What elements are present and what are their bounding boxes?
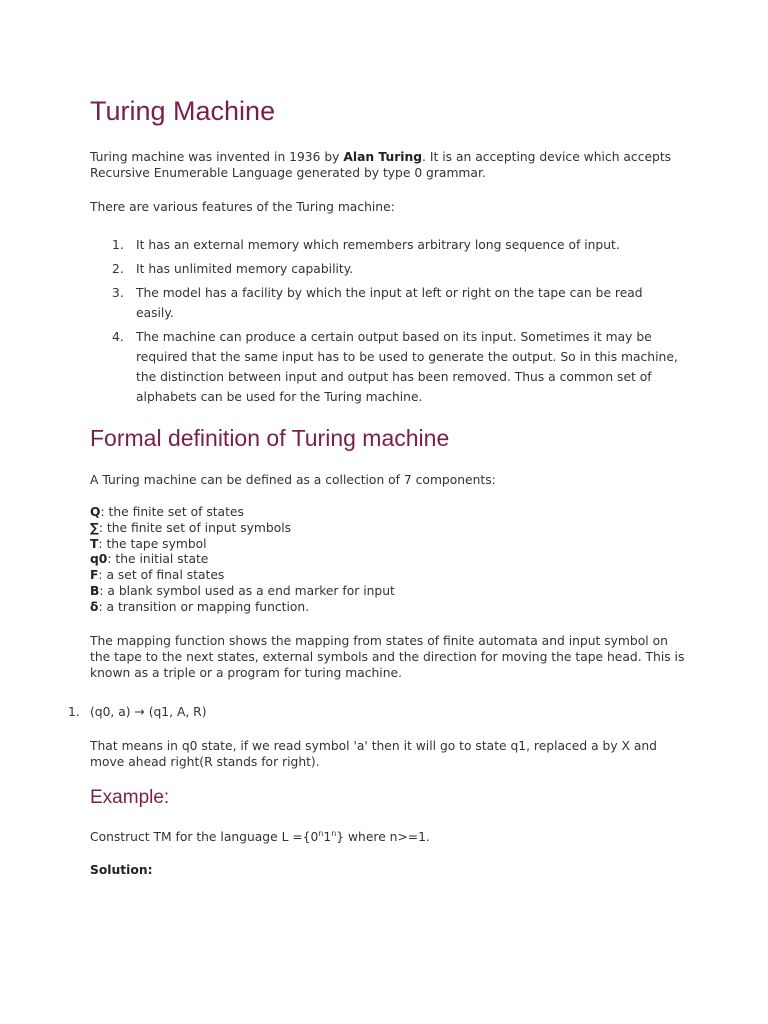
example-after: } where n>=1. bbox=[336, 830, 430, 844]
component-symbol: q0 bbox=[90, 552, 108, 567]
list-item bbox=[90, 327, 680, 407]
component-desc: : the finite set of states bbox=[100, 505, 244, 519]
component-desc: : the tape symbol bbox=[98, 536, 207, 551]
component-symbol: Q bbox=[90, 505, 101, 519]
component-row bbox=[90, 521, 395, 537]
list-text: The machine can produce a certain output based on its input. Sometimes it may be required that the same input has to be used to generate the output. So in this machine, the distinction between input and output has been removed. Thus a common set of alphabets can be used for the Turing machine. bbox=[136, 330, 678, 404]
list-number: 4. bbox=[112, 330, 124, 344]
exponent: n bbox=[318, 828, 324, 838]
list-item bbox=[90, 259, 680, 279]
component-desc: : a transition or mapping function. bbox=[98, 599, 310, 614]
component-symbol: F bbox=[90, 568, 99, 583]
formal-definition-heading: Formal definition of Turing machine bbox=[90, 425, 450, 451]
page-title: Turing Machine bbox=[90, 96, 276, 126]
list-text: It has unlimited memory capability. bbox=[136, 262, 354, 276]
intro-after: . It is an accepting device which accepts Recursive Enumerable Language generated by type 0 grammar. bbox=[90, 150, 672, 180]
component-desc: : the finite set of input symbols bbox=[98, 520, 292, 535]
list-number: 3. bbox=[112, 286, 124, 300]
component-desc: : the initial state bbox=[107, 552, 209, 567]
component-desc: : a set of final states bbox=[98, 568, 225, 583]
list-item bbox=[90, 283, 680, 323]
component-row bbox=[90, 600, 395, 616]
component-desc: : a blank symbol used as a end marker for input bbox=[99, 583, 395, 598]
component-row bbox=[90, 552, 395, 568]
example-mid: 1 bbox=[323, 830, 332, 844]
list-number: 2. bbox=[112, 262, 124, 276]
component-row bbox=[90, 537, 395, 553]
list-text: The model has a facility by which the input at left or right on the tape can be read easily. bbox=[136, 286, 643, 320]
example-text bbox=[90, 829, 690, 845]
features-intro: There are various features of the Turing machine: bbox=[90, 200, 395, 214]
component-symbol: T bbox=[90, 536, 99, 551]
component-symbol: B bbox=[90, 583, 100, 598]
list-number: 1. bbox=[112, 238, 124, 252]
triple-item bbox=[68, 704, 207, 720]
triple-text: (q0, a) → (q1, A, R) bbox=[90, 705, 207, 719]
features-list bbox=[90, 235, 680, 411]
list-text: It has an external memory which remembers arbitrary long sequence of input. bbox=[136, 238, 620, 252]
example-before: Construct TM for the language L ={0 bbox=[90, 830, 319, 844]
component-row bbox=[90, 584, 395, 600]
list-number: 1. bbox=[68, 705, 80, 719]
example-heading: Example: bbox=[90, 787, 170, 808]
mapping-paragraph: The mapping function shows the mapping from states of finite automata and input symbol on the tape to the next states, external symbols and the direction for moving the tape head. This is known as a triple or a program for turing machine. bbox=[90, 634, 685, 680]
intro-before: Turing machine was invented in 1936 by bbox=[90, 150, 344, 164]
list-item bbox=[90, 235, 680, 255]
intro-name: Alan Turing bbox=[343, 150, 423, 164]
component-symbol: δ bbox=[90, 599, 99, 614]
components-list bbox=[90, 505, 395, 616]
component-symbol: ∑ bbox=[90, 520, 99, 535]
intro-paragraph bbox=[90, 149, 690, 181]
meaning-paragraph: That means in q0 state, if we read symbol 'a' then it will go to state q1, replaced a by X and move ahead right(R stands for right). bbox=[90, 739, 657, 769]
component-row bbox=[90, 568, 395, 584]
formal-intro: A Turing machine can be defined as a collection of 7 components: bbox=[90, 473, 496, 487]
solution-label bbox=[90, 862, 690, 878]
solution-text: Solution: bbox=[90, 863, 153, 877]
component-row bbox=[90, 505, 395, 521]
exponent: n bbox=[331, 828, 337, 838]
